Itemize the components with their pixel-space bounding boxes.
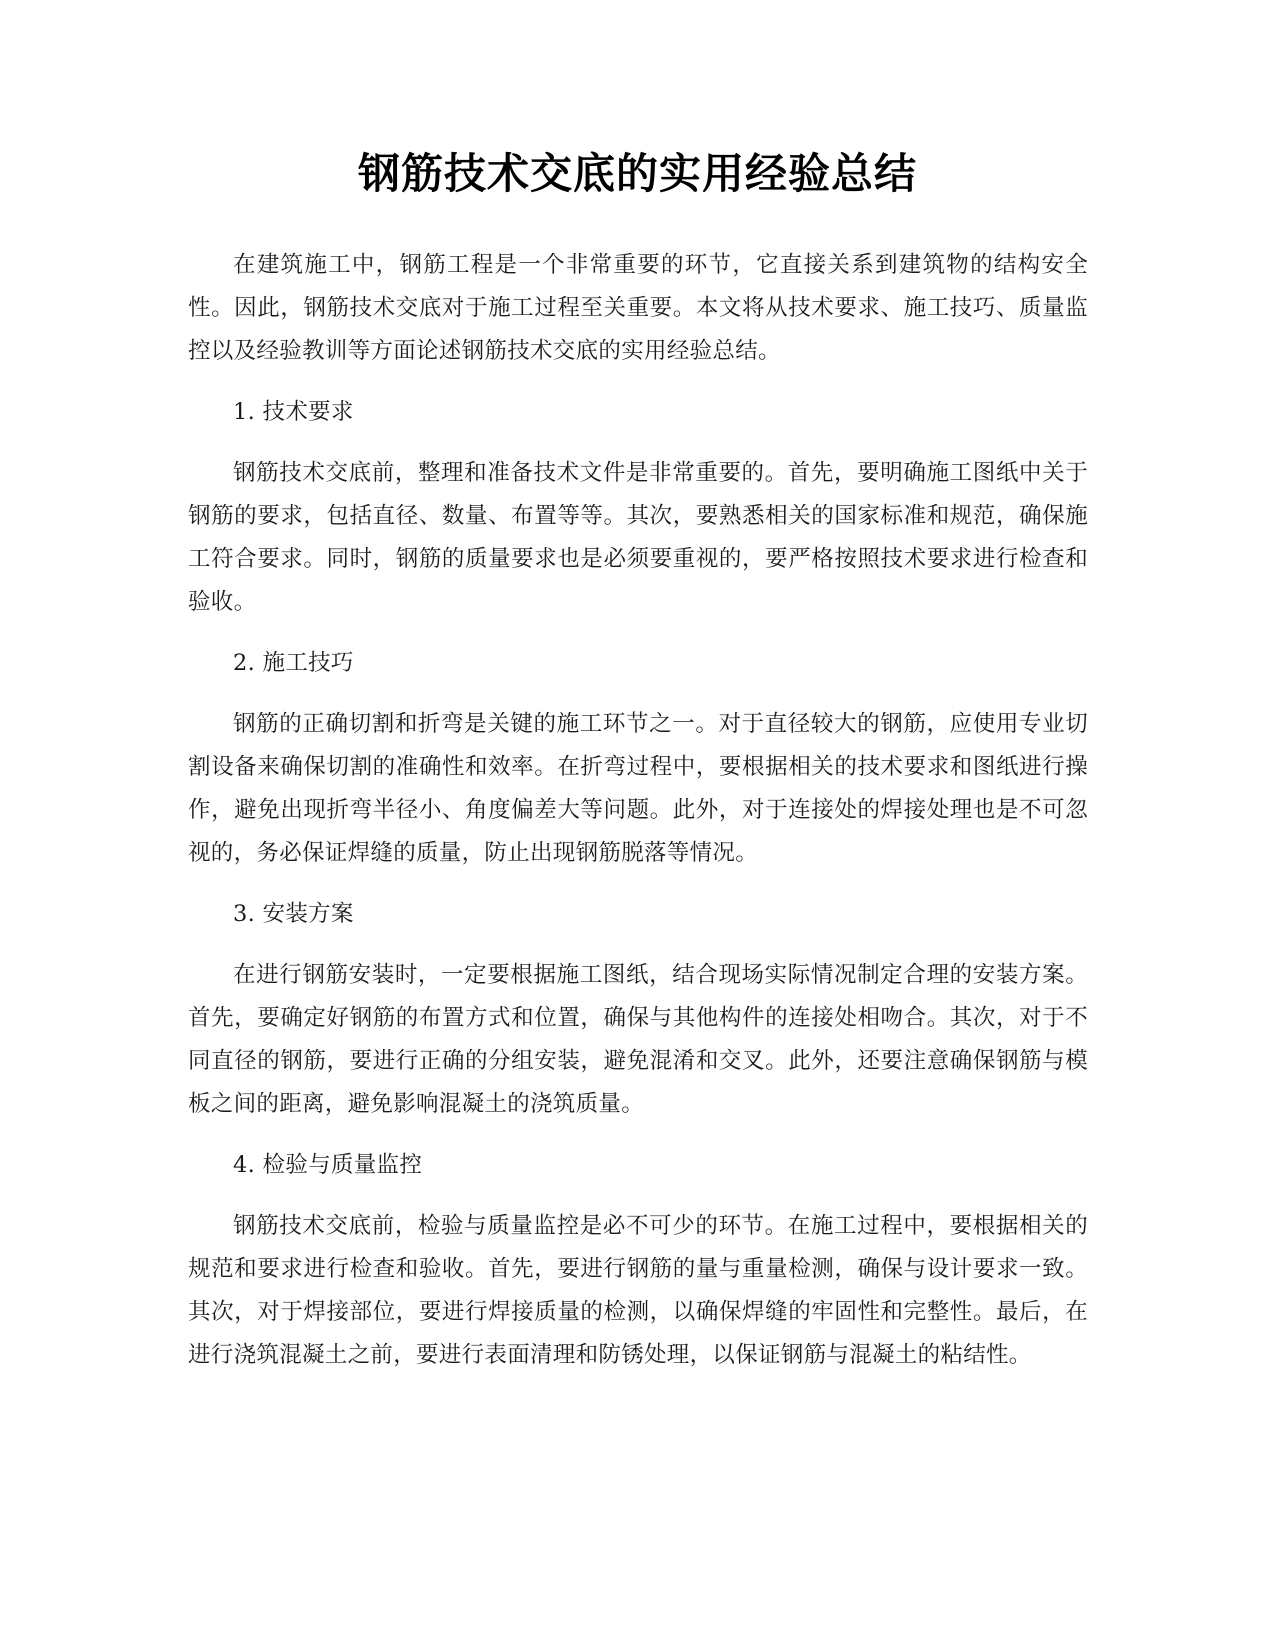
section-heading-3: 3. 安装方案 (233, 901, 354, 927)
section-heading-1: 1. 技术要求 (233, 399, 354, 425)
section-heading-2: 2. 施工技巧 (233, 650, 354, 676)
section-paragraph-2: 钢筋的正确切割和折弯是关键的施工环节之一。对于直径较大的钢筋，应使用专业切割设备来确保切割的准确性和效率。在折弯过程中，要根据相关的技术要求和图纸进行操作，避免出现折弯半径小、角度偏差大等问题。此外，对于连接处的焊接处理也是不可忽视的，务必保证焊缝的质量，防止出现钢筋脱落等情况。 (188, 711, 1088, 866)
intro-paragraph: 在建筑施工中，钢筋工程是一个非常重要的环节，它直接关系到建筑物的结构安全性。因此，钢筋技术交底对于施工过程至关重要。本文将从技术要求、施工技巧、质量监控以及经验教训等方面论述钢筋技术交底的实用经验总结。 (188, 252, 1088, 364)
section-paragraph-1: 钢筋技术交底前，整理和准备技术文件是非常重要的。首先，要明确施工图纸中关于钢筋的要求，包括直径、数量、布置等等。其次，要熟悉相关的国家标准和规范，确保施工符合要求。同时，钢筋的质量要求也是必须要重视的，要严格按照技术要求进行检查和验收。 (188, 460, 1088, 615)
document-title: 钢筋技术交底的实用经验总结 (357, 149, 917, 198)
section-paragraph-3: 在进行钢筋安装时，一定要根据施工图纸，结合现场实际情况制定合理的安装方案。首先，要确定好钢筋的布置方式和位置，确保与其他构件的连接处相吻合。其次，对于不同直径的钢筋，要进行正确的分组安装，避免混淆和交叉。此外，还要注意确保钢筋与模板之间的距离，避免影响混凝土的浇筑质量。 (188, 962, 1088, 1117)
document-body (188, 244, 1088, 1395)
section-heading-4: 4. 检验与质量监控 (233, 1152, 423, 1178)
section-paragraph-4: 钢筋技术交底前，检验与质量监控是必不可少的环节。在施工过程中，要根据相关的规范和要求进行检查和验收。首先，要进行钢筋的量与重量检测，确保与设计要求一致。其次，对于焊接部位，要进行焊接质量的检测，以确保焊缝的牢固性和完整性。最后，在进行浇筑混凝土之前，要进行表面清理和防锈处理，以保证钢筋与混凝土的粘结性。 (188, 1213, 1088, 1368)
